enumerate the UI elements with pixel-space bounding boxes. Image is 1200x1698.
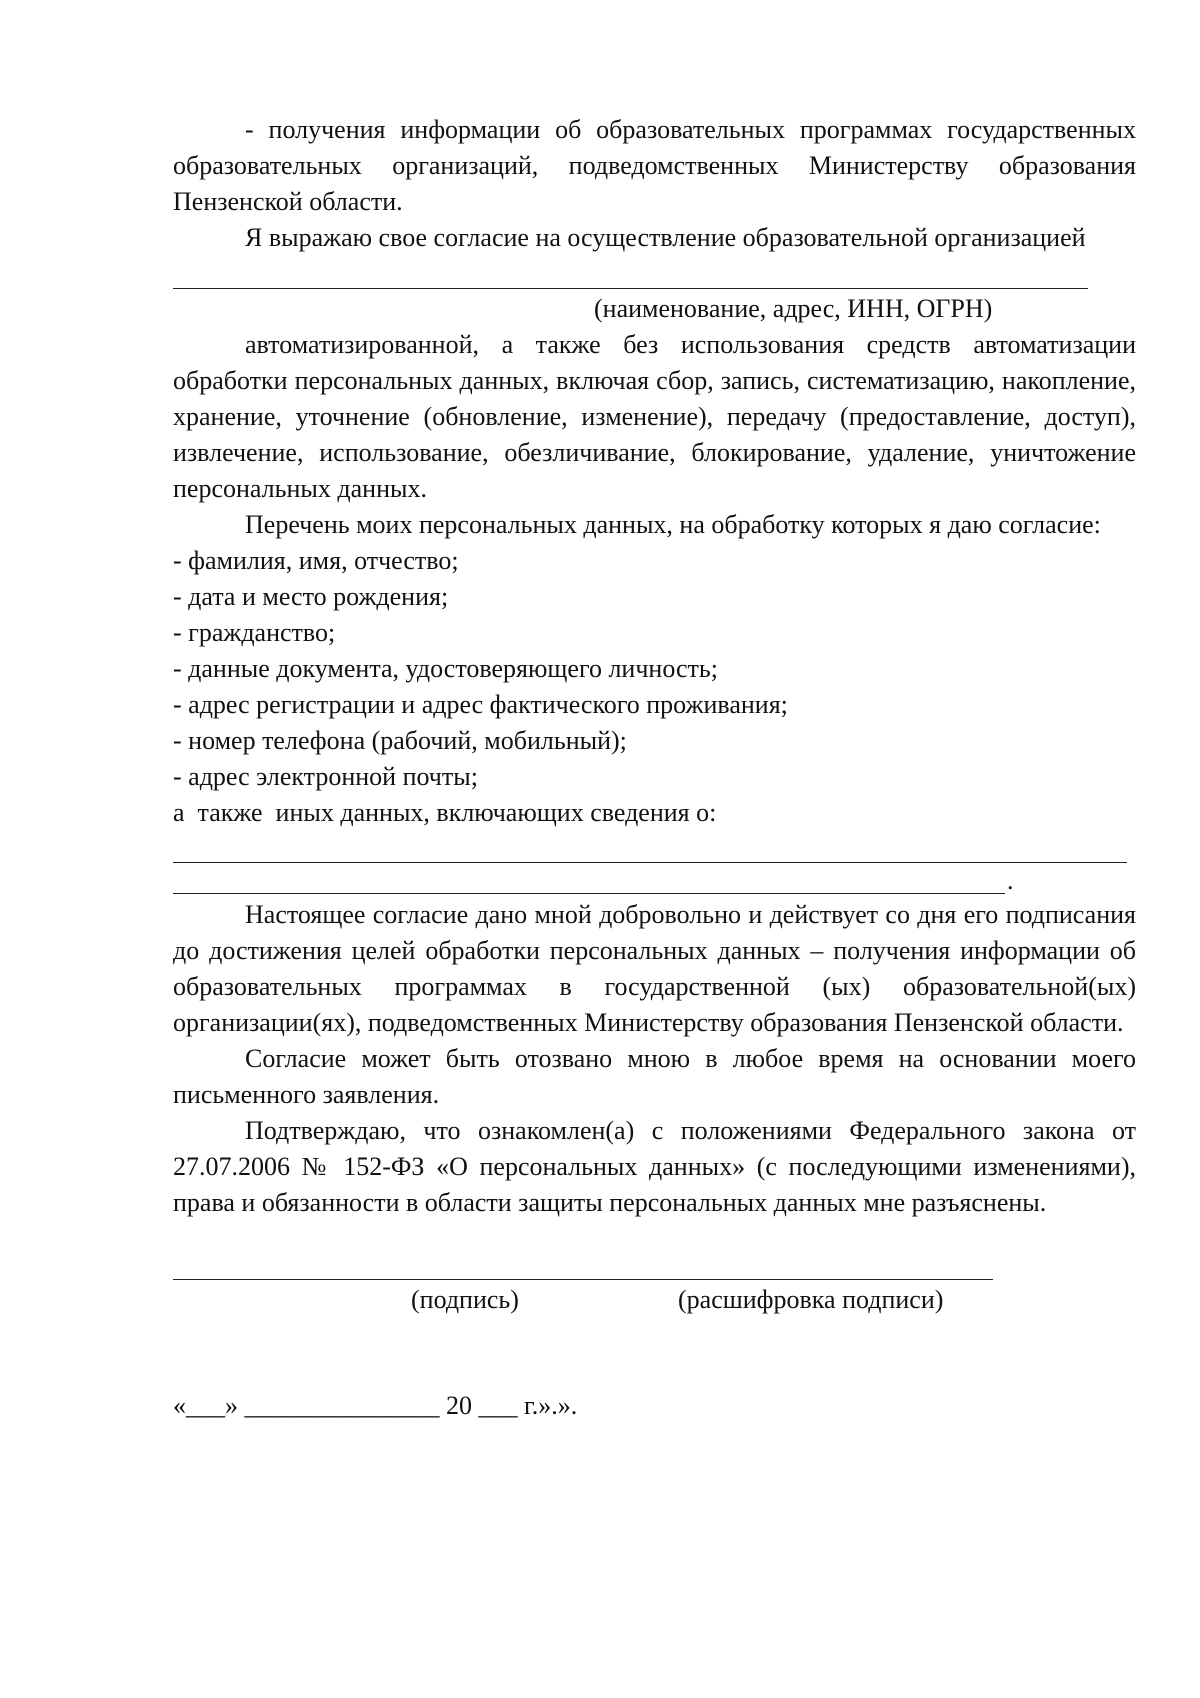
intro-paragraph: - получения информации об образовательных программах государственных образовательных организаций, подведомственных Министерству образования Пензенской области. xyxy=(173,115,1136,216)
revoke-paragraph: Согласие может быть отозвано мною в любое время на основании моего письменного заявления. xyxy=(173,1044,1136,1109)
data-list-intro: Перечень моих персональных данных, на обработку которых я даю согласие: xyxy=(245,510,1101,539)
date-line[interactable]: «___» _______________ 20 ___ г.».». xyxy=(173,1391,578,1420)
other-data-end: . xyxy=(1007,866,1014,895)
list-item: - гражданство; xyxy=(173,618,336,647)
duration-paragraph: Настоящее согласие дано мной добровольно и действует со дня его подписания до достижения целей обработки персональных данных – получения информации об образовательных программах в государственной (ых) образовательной(ых) организации(ях), подведомственных Министерству образования Пензенской области. xyxy=(173,900,1136,1037)
other-data-fill-line-2[interactable] xyxy=(173,893,1005,894)
signature-captions xyxy=(173,1282,1136,1322)
list-item: - данные документа, удостоверяющего личность; xyxy=(173,654,718,683)
organization-fill-line[interactable] xyxy=(173,288,1088,289)
other-data-line: а также иных данных, включающих сведения о: xyxy=(173,798,717,827)
personal-data-list xyxy=(173,543,1136,795)
list-item: - фамилия, имя, отчество; xyxy=(173,546,459,575)
list-item: - дата и место рождения; xyxy=(173,582,449,611)
consent-document xyxy=(173,112,1136,1424)
processing-paragraph: автоматизированной, а также без использования средств автоматизации обработки персональных данных, включая сбор, запись, систематизацию, накопление, хранение, уточнение (обновление, изменение), передачу (предоставление, доступ), извлечение, использование, обезличивание, блокирование, удаление, уничтожение персональных данных. xyxy=(173,330,1136,503)
signature-caption: (подпись) xyxy=(411,1285,519,1314)
list-item: - номер телефона (рабочий, мобильный); xyxy=(173,726,627,755)
law-paragraph: Подтверждаю, что ознакомлен(а) с положениями Федерального закона от 27.07.2006 № 152-ФЗ «О персональных данных» (с последующими изменениями), права и обязанности в области защиты персональных данных мне разъяснены. xyxy=(173,1116,1136,1217)
signature-decode-caption: (расшифровка подписи) xyxy=(678,1285,944,1314)
list-item: - адрес регистрации и адрес фактического проживания; xyxy=(173,690,788,719)
signature-line[interactable] xyxy=(173,1279,993,1280)
list-item: - адрес электронной почты; xyxy=(173,762,478,791)
consent-paragraph: Я выражаю свое согласие на осуществление образовательной организацией xyxy=(245,223,1086,252)
organization-caption: (наименование, адрес, ИНН, ОГРН) xyxy=(594,294,993,323)
